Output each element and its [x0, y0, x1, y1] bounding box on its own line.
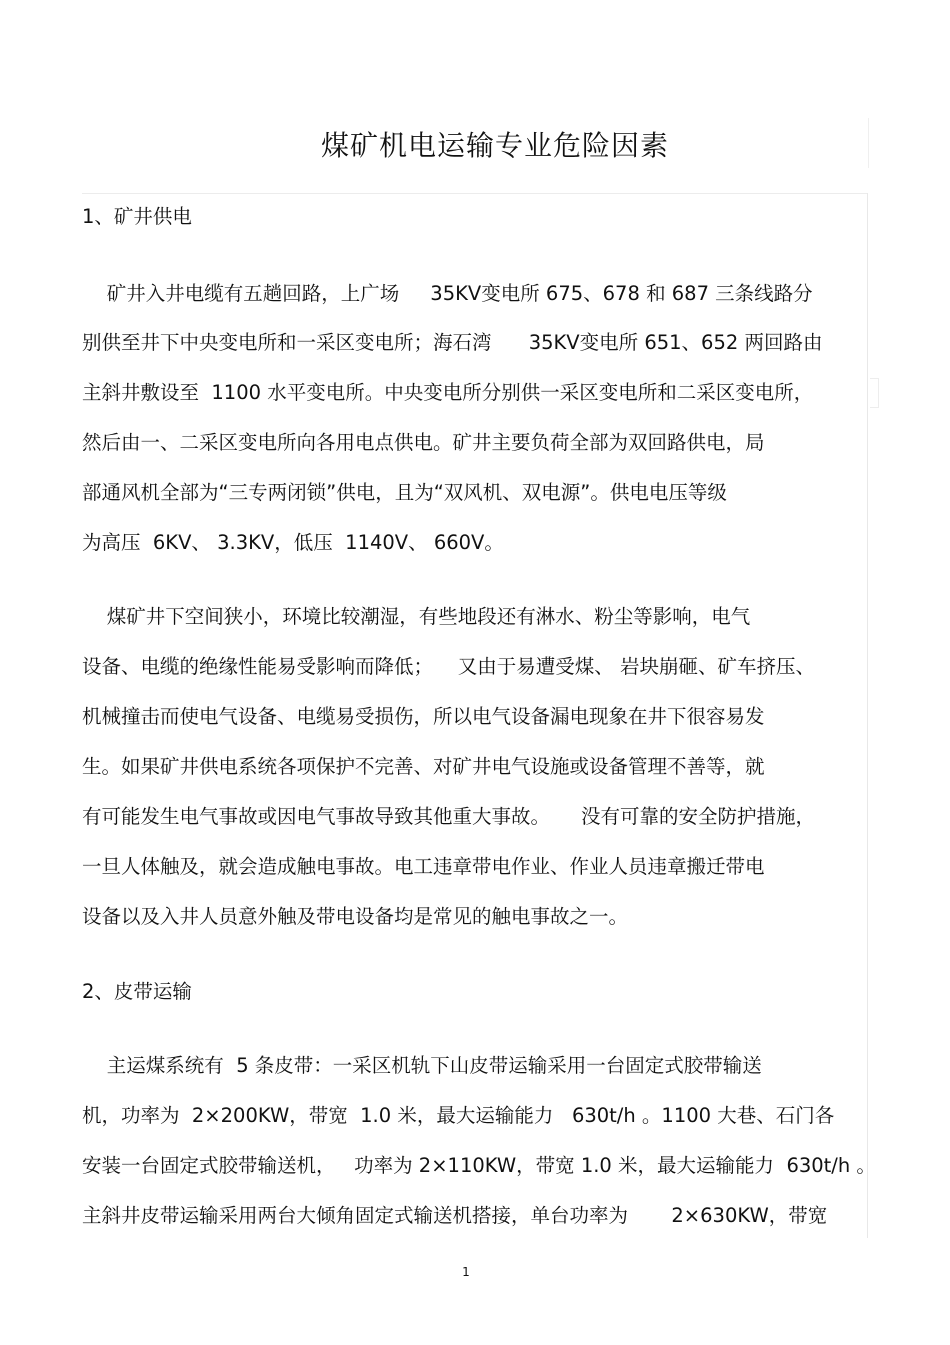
text-line: 然后由一、二采区变电所向各用电点供电。矿井主要负荷全部为双回路供电，局 — [82, 431, 765, 454]
section-heading-power: 1、矿井供电 — [82, 205, 192, 228]
text-line: 为高压 6KV、 3.3KV，低压 1140V、 660V。 — [82, 531, 504, 554]
text-line: 设备以及入井人员意外触及带电设备均是常见的触电事故之一。 — [82, 905, 629, 928]
text-line: 设备、电缆的绝缘性能易受影响而降低； 又由于易遭受煤、 岩块崩砸、矿车挤压、 — [82, 655, 815, 678]
header-rule — [82, 193, 868, 194]
text-line: 煤矿井下空间狭小，环境比较潮湿，有些地段还有淋水、粉尘等影响，电气 — [82, 605, 751, 628]
text-line: 部通风机全部为“三专两闭锁”供电，且为“双风机、双电源”。供电电压等级 — [82, 481, 727, 504]
document-title: 煤矿机电运输专业危险因素 — [320, 129, 669, 162]
text-line: 机械撞击而使电气设备、电缆易受损伤，所以电气设备漏电现象在井下很容易发 — [82, 705, 765, 728]
text-line: 安装一台固定式胶带输送机， 功率为 2×110KW，带宽 1.0 米，最大运输能力 630t/h 。 — [82, 1154, 876, 1177]
text-line: 主运煤系统有 5 条皮带：一采区机轨下山皮带运输采用一台固定式胶带输送 — [82, 1054, 762, 1077]
text-line: 主斜井皮带运输采用两台大倾角固定式输送机搭接，单台功率为 2×630KW，带宽 — [82, 1204, 828, 1227]
text-line: 生。如果矿井供电系统各项保护不完善、对矿井电气设施或设备管理不善等，就 — [82, 755, 765, 778]
text-line: 机，功率为 2×200KW，带宽 1.0 米，最大运输能力 630t/h 。1100 大巷、石门各 — [82, 1104, 835, 1127]
text-line: 有可能发生电气事故或因电气事故导致其他重大事故。 没有可靠的安全防护措施， — [82, 805, 815, 828]
text-line: 别供至井下中央变电所和一采区变电所；海石湾 35KV变电所 651、652 两回路由 — [82, 331, 823, 354]
page-number: 1 — [462, 1265, 470, 1279]
text-line: 主斜井敷设至 1100 水平变电所。中央变电所分别供一采区变电所和二采区变电所， — [82, 381, 814, 404]
text-line: 矿井入井电缆有五趟回路，上广场 35KV变电所 675、678 和 687 三条线路分 — [82, 282, 813, 305]
section-heading-belt: 2、皮带运输 — [82, 980, 192, 1003]
margin-bracket — [870, 378, 879, 408]
text-line: 一旦人体触及，就会造成触电事故。电工违章带电作业、作业人员违章搬迁带电 — [82, 855, 765, 878]
right-margin-rule — [867, 193, 868, 1238]
